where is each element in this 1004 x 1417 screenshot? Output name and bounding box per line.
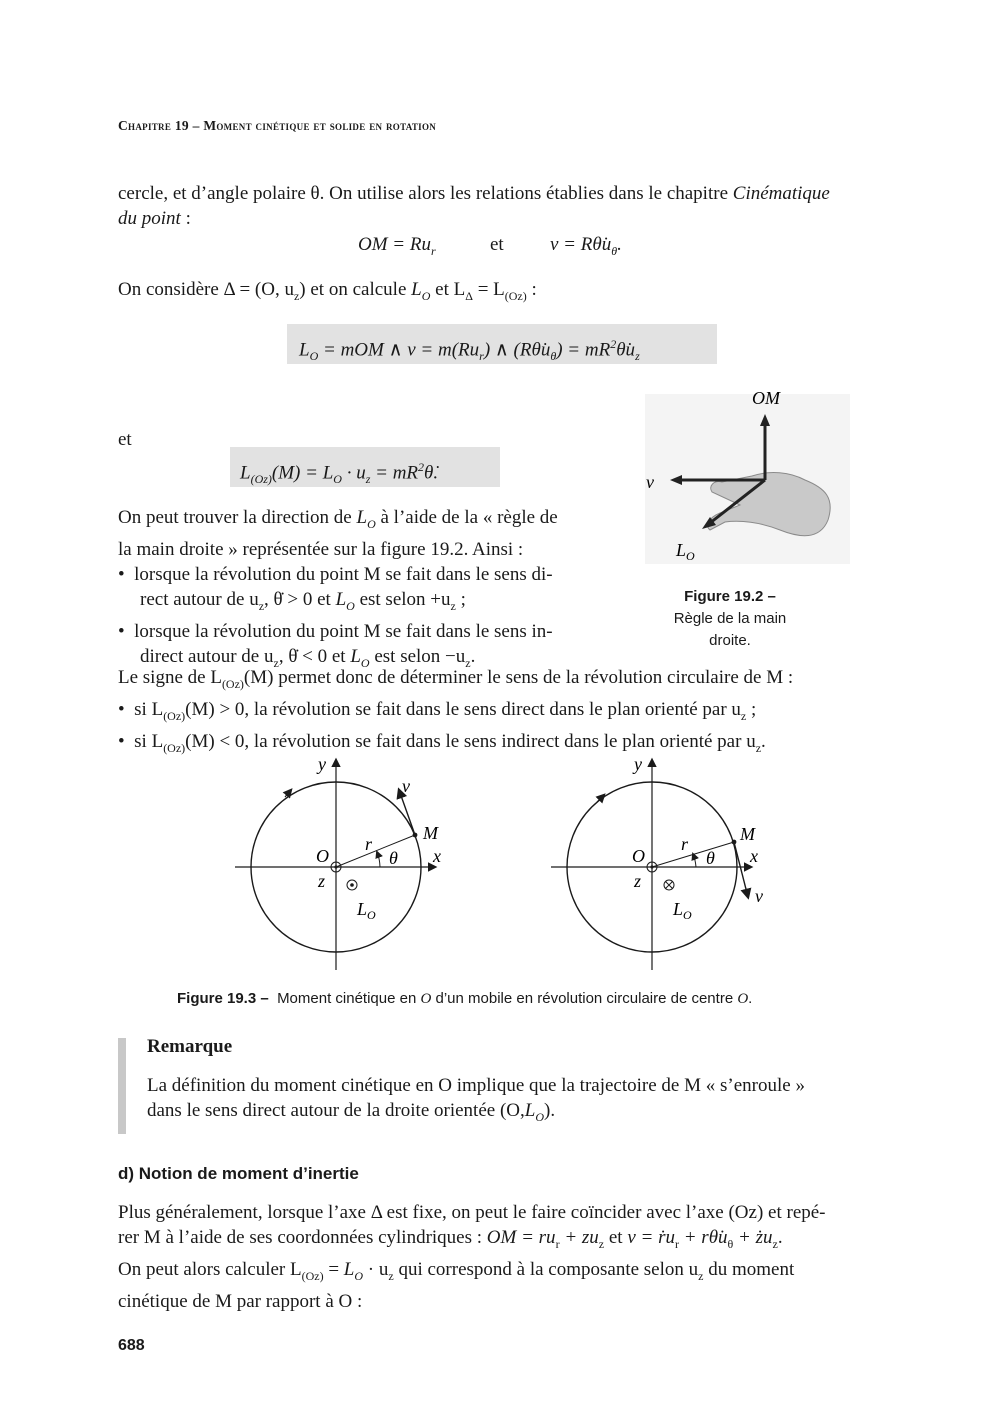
rh-b1d: est selon +u xyxy=(354,588,451,610)
direction-arrow-right xyxy=(597,795,604,802)
theta-label-right: θ xyxy=(706,848,715,868)
inertia-l2g: + żu xyxy=(733,1227,773,1248)
figure-19-2-caption-2: droite. xyxy=(709,632,751,649)
inertia-l3e: du moment xyxy=(703,1258,795,1280)
chapter-header: Chapitre 19 – Moment cinétique et solide en rotation xyxy=(118,118,437,133)
intro-tail: : xyxy=(180,208,191,229)
rh-bullet-2: • lorsque la révolution du point M se fait dans le sens in- direct autour de $u_z$, θ̇ < 0 et $L_O$ est selon $-u_z$. xyxy=(118,620,553,670)
remark-title: Remarque xyxy=(147,1036,233,1057)
rh-bullet-1: • lorsque la révolution du point M se fait dans le sens di- rect autour de $u_z$, θ̇ > 0 et $L_O$ est selon $+u_z$ ; xyxy=(118,563,553,613)
lo-label-right: $L_O$ xyxy=(673,899,692,922)
consider-tail: et L xyxy=(430,279,466,300)
box2-c: · u xyxy=(341,462,366,484)
sign-bullet-2: • si $L_{(Oz)}(M) < 0$, la révolution se fait dans le sens indirect dans le plan orienté par $u_z$. xyxy=(118,730,766,755)
rh-b2c: , θ̇ < 0 et xyxy=(278,645,351,667)
equation-box-lo: $L_O$ = mOM ∧ $v = m(Ru_r)$ ∧ $(R\thetȧu_\theta)$ = $mR^2\thetȧu_z$ xyxy=(287,324,717,364)
figure-19-2-caption-1: Règle de la main xyxy=(673,610,787,627)
intro-text: cercle, et d’angle polaire θ. On utilise alors les relations établies dans le chapitre xyxy=(118,183,733,204)
r-label-left: r xyxy=(365,834,373,854)
box2-b: (M) = xyxy=(271,462,323,484)
om-label: OM xyxy=(752,388,780,408)
v-label: v xyxy=(646,472,654,492)
intro-paragraph xyxy=(118,181,893,231)
sign-s1b: (M) > 0, la révolution se fait dans le sens direct dans le plan orienté par u xyxy=(185,698,741,720)
intro-chapter-ref-2: du point xyxy=(118,208,181,229)
y-label-left: y xyxy=(318,754,326,774)
remark-l2a: dans le sens direct autour de la droite orientée (O, xyxy=(147,1100,525,1121)
m-label-left: M xyxy=(423,823,438,843)
inertia-l3d: qui correspond à la composante selon u xyxy=(393,1258,699,1280)
rh-p2: la main droite » représentée sur la figure 19.2. Ainsi : xyxy=(118,538,524,560)
sign-s2c: . xyxy=(761,730,766,752)
v-label-right: v xyxy=(755,886,763,906)
equation-v: $v = R\thetȧu_\theta$. xyxy=(550,234,622,258)
consider-mid: ) et on calcule xyxy=(299,279,412,300)
fig3-caption-b: d’un mobile en révolution circulaire de centre xyxy=(431,990,738,1007)
remark-bar xyxy=(118,1038,126,1134)
inertia-l2f: + rθ̇u xyxy=(678,1227,728,1248)
fig3-caption-o2: O xyxy=(737,991,749,1007)
consider-line: On considère Δ = (O, $u_z$) et on calcule $L_O$ et $L_\Delta = L_{(Oz)}$ : xyxy=(118,279,537,303)
et-label: et xyxy=(118,429,132,450)
x-label-left: x xyxy=(433,846,441,866)
inertia-l2h: . xyxy=(777,1227,783,1248)
sign-s2b: (M) < 0, la révolution se fait dans le sens indirect dans le plan orienté par u xyxy=(185,730,756,752)
rh-b1e: ; xyxy=(455,588,466,610)
inertia-l1: Plus généralement, lorsque l’axe Δ est fixe, on peut le faire coïncider avec l’axe (Oz) et repé- xyxy=(118,1202,826,1223)
inertia-l4: cinétique de M par rapport à O : xyxy=(118,1290,363,1312)
consider-end2: : xyxy=(526,279,537,300)
equation-om: OM = $Ru_r$ xyxy=(358,234,436,258)
rh-b1b: rect autour de u xyxy=(140,588,259,610)
z-label-left: z xyxy=(318,871,326,891)
lo-label: $L_O$ xyxy=(676,540,695,563)
rh-p1: On peut trouver la direction de xyxy=(118,507,357,528)
consider-text: On considère Δ = (O, u xyxy=(118,279,294,300)
figure-19-3-label: Figure 19.3 – xyxy=(177,990,269,1007)
m-label-right: M xyxy=(740,824,755,844)
box1-c: ) = mR xyxy=(556,339,611,361)
o-label-right: O xyxy=(632,846,645,866)
radius-left xyxy=(336,835,415,867)
fig3-caption-a: Moment cinétique en xyxy=(277,990,421,1007)
sign-l1b: (M) permet donc de déterminer le sens de la révolution circulaire de M : xyxy=(243,667,794,688)
box2-d: = mR xyxy=(370,462,419,484)
sign-s2a: si L xyxy=(134,730,164,752)
rh-p1b: à l’aide de la « règle de xyxy=(375,507,558,528)
velocity-right xyxy=(734,842,748,897)
page-number: 688 xyxy=(118,1337,145,1354)
rh-b2b: direct autour de u xyxy=(140,645,274,667)
inertia-l3a: On peut alors calculer L xyxy=(118,1258,302,1280)
rh-b2e: . xyxy=(470,645,476,667)
theta-label-left: θ xyxy=(389,848,398,868)
v-label-left: v xyxy=(402,776,410,796)
circle-diagram-direct xyxy=(235,754,441,970)
theta-arc-right xyxy=(693,854,696,867)
figure-19-2-label: Figure 19.2 – xyxy=(684,588,776,605)
lo-label-left: $L_O$ xyxy=(357,899,376,922)
eq1-right: v = Rθ̇u xyxy=(550,234,612,255)
intro-chapter-ref: Cinématique xyxy=(732,183,830,204)
fig3-caption-c: . xyxy=(748,990,753,1007)
figure-19-3-caption xyxy=(177,990,752,1008)
rh-b2a: lorsque la révolution du point M se fait dans le sens in- xyxy=(134,620,553,642)
inertia-l2c: + zu xyxy=(559,1227,599,1248)
right-hand-figure xyxy=(640,380,860,570)
y-label-right: y xyxy=(634,754,642,774)
box1-b: ) ∧ (Rθ̇u xyxy=(483,339,551,361)
inertia-l3b: = xyxy=(323,1258,344,1280)
sign-s1c: ; xyxy=(746,698,757,720)
equation-box-loz: $L_{(Oz)}(M) = L_O \cdot u_z$ = $mR^2\thetȧ$. xyxy=(230,447,500,487)
figure-19-3-diagram xyxy=(225,752,785,977)
fig3-caption-o: O xyxy=(420,991,432,1007)
sign-s1a: si L xyxy=(134,698,164,720)
rh-b1c: , θ̇ > 0 et xyxy=(264,588,336,610)
o-label-left: O xyxy=(316,846,329,866)
remark-body: La définition du moment cinétique en O implique que la trajectoire de M « s’enroule » dans le sens direct autour de la droite orientée $(O,L_O)$. xyxy=(147,1075,805,1124)
inertia-l3c: · u xyxy=(363,1258,389,1280)
rh-b2d: est selon −u xyxy=(369,645,466,667)
inertia-l2b: OM = ru xyxy=(486,1227,556,1248)
inertia-l2a: rer M à l’aide de ses coordonnées cylindriques : xyxy=(118,1227,487,1248)
sign-paragraph: Le signe de $L_{(Oz)}(M)$ permet donc de déterminer le sens de la révolution circulaire de M : • si $L_{(Oz)}(M) > 0$, la révolution se fait dans le sens direct dans le plan orienté par $u_z$ ; • si $L_{(Oz)}(M) < 0$, la révolution se fait dans le sens indirect dans le plan orienté par $u_z$. xyxy=(118,665,898,760)
box1-a: = mOM ∧ v = m(Ru xyxy=(323,339,480,361)
inertia-paragraph: Plus généralement, lorsque l’axe Δ est fixe, on peut le faire coïncider avec l’axe (Oz) et repé- rer M à l’aide de ses coordonnées cylindriques : OM = $ru_r + zu_z$ et v = ṙu$_r$ + $r\thetȧu_\theta$ + $żu_z$. On peut alors calculer $L_{(Oz)} = L_O \cdot u_z$ qui correspond à la composante selon $u_z$ du moment cinétique de M par rapport à O : xyxy=(118,1202,826,1312)
remark-l2b: ). xyxy=(544,1100,556,1121)
right-hand-paragraph: On peut trouver la direction de $L_O$ à l’aide de la « règle de la main droite » représentée sur la figure 19.2. Ainsi : • lorsque la révolution du point M se fait dans le sens di- rect autour de $u_z$, θ̇ > 0 et $L_O$ est selon $+u_z$ ; • lorsque la révolution du point M se fait dans le sens in- direct autour de $u_z$, θ̇ < 0 et $L_O$ est selon $-u_z$. xyxy=(118,505,608,675)
eq1-left: OM = Ru xyxy=(358,234,431,255)
sign-bullet-1: • si $L_{(Oz)}(M) > 0$, la révolution se fait dans le sens direct dans le plan orienté par $u_z$ ; xyxy=(118,698,757,723)
eq1-et: et xyxy=(490,234,504,255)
inertia-l2d: et xyxy=(604,1227,628,1248)
theta-arc-left xyxy=(377,852,380,867)
box2-a: L xyxy=(240,462,251,484)
section-d-title: d) Notion de moment d’inertie xyxy=(118,1164,359,1183)
inertia-l2e: v = ṙu xyxy=(627,1227,675,1248)
consider-end: = L xyxy=(472,279,505,300)
circle-diagram-indirect xyxy=(551,754,763,970)
sign-l1a: Le signe de L xyxy=(118,667,222,688)
r-label-right: r xyxy=(681,834,689,854)
rh-b1a: lorsque la révolution du point M se fait dans le sens di- xyxy=(134,563,553,585)
box1-d: θ̇u xyxy=(616,339,636,361)
z-label-right: z xyxy=(634,871,642,891)
x-label-right: x xyxy=(750,846,758,866)
figure-19-2-caption xyxy=(660,586,800,652)
box2-e: θ̇. xyxy=(424,462,439,484)
remark-l1: La définition du moment cinétique en O implique que la trajectoire de M « s’enroule » xyxy=(147,1075,805,1096)
